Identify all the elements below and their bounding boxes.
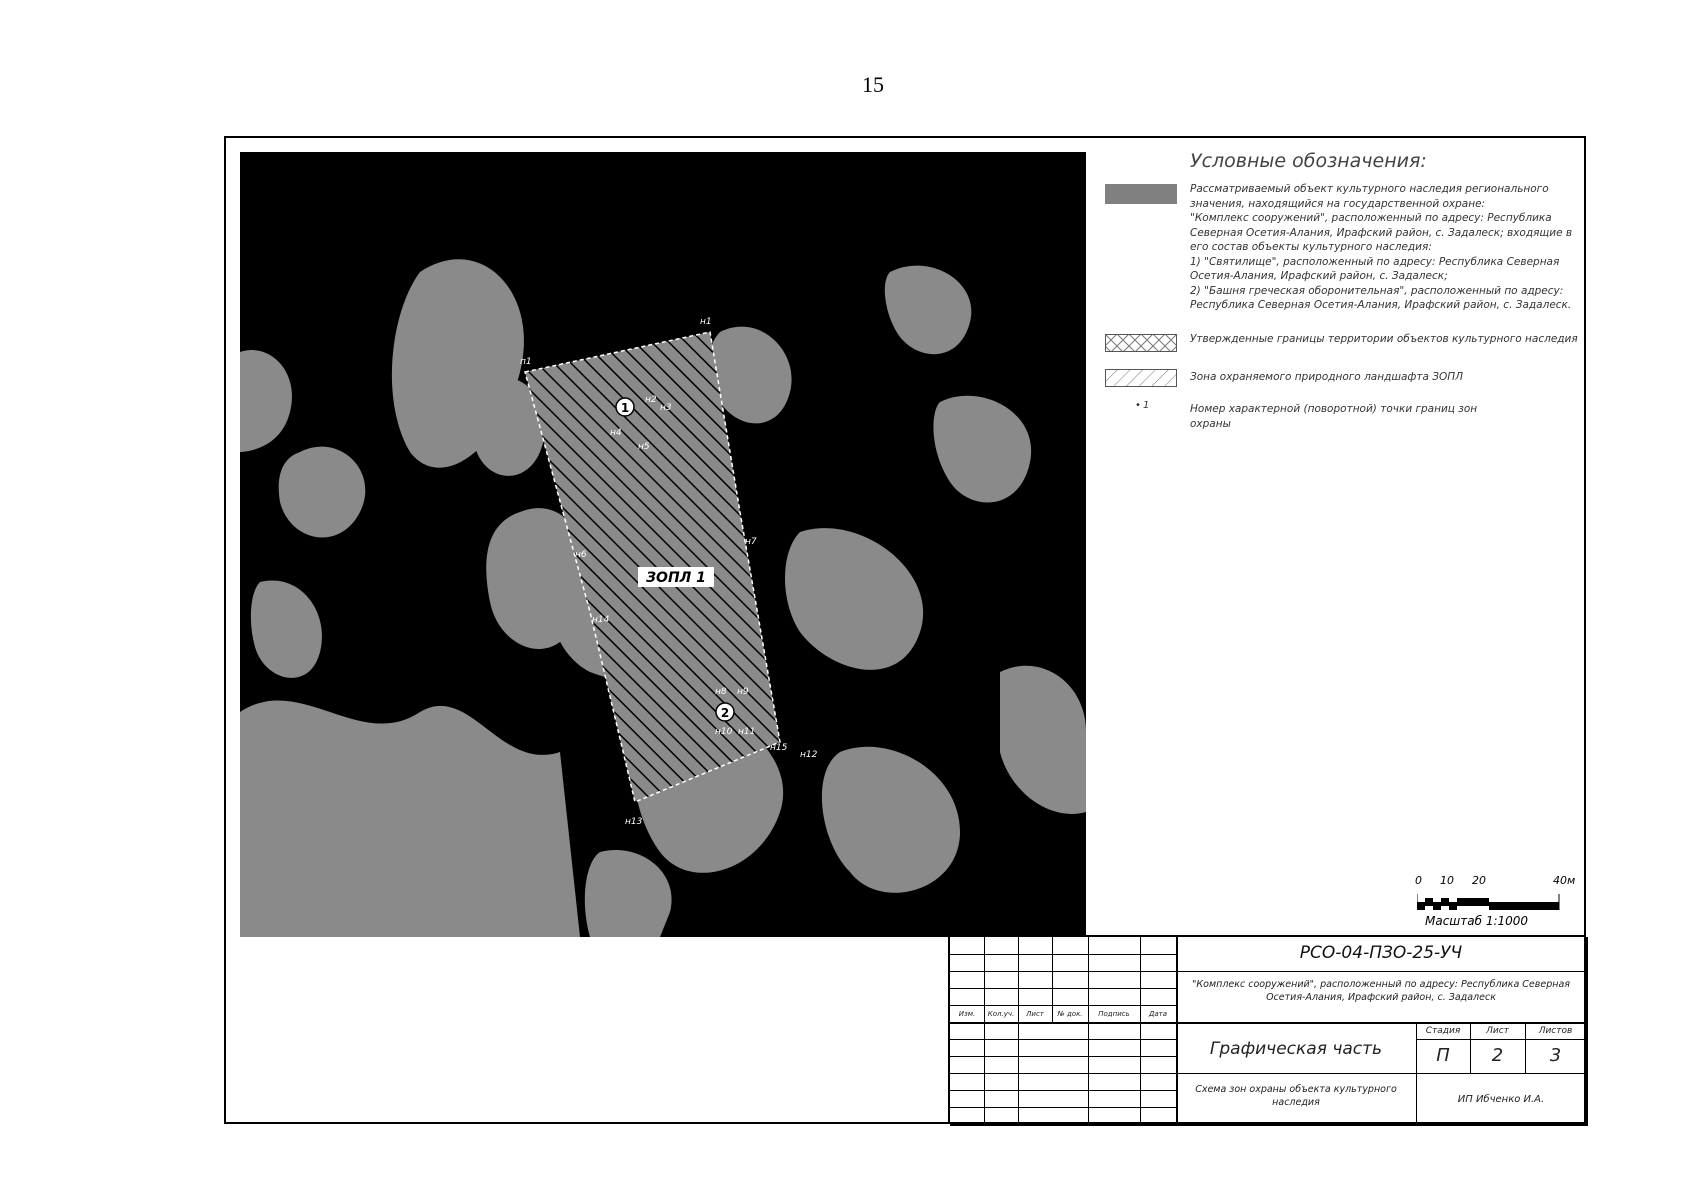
drawing-title: Схема зон охраны объекта культурного наследия [1195,1084,1397,1108]
point-label: н14 [592,615,610,625]
legend-line: Рассматриваемый объект культурного наследия регионального значения, находящийся на государственной охране: [1190,183,1549,210]
object-marker-1-label: 1 [620,401,630,415]
col-header: Изм. [958,1010,976,1018]
col-header: Дата [1148,1010,1168,1018]
col-header: Лист [1026,1010,1044,1018]
legend-line: Номер характерной (поворотной) точки границ зон охраны [1190,403,1478,430]
point-label: н9 [737,687,749,697]
point-marker-icon: • [1135,400,1141,411]
legend-item-zopl [1190,370,1580,385]
legend-title: Условные обозначения: [1190,150,1427,172]
page-number: 15 [862,72,884,97]
point-label: н8 [715,687,727,697]
sheets-value: 3 [1549,1045,1562,1066]
legend-line: Зона охраняемого природного ландшафта ЗОПЛ [1190,371,1464,383]
legend-point-number: 1 [1143,400,1150,411]
point-label: н7 [745,537,757,547]
legend-swatch-point [1105,400,1177,416]
sheets-label: Листов [1538,1026,1573,1036]
legend-line: 2) "Башня греческая оборонительная", расположенный по адресу: Республика Северная Осетия-Алания, Ирафский район, с. Задалеск. [1190,284,1572,311]
legend-swatch-object [1105,184,1177,204]
stage-value: П [1436,1045,1450,1066]
map-canvas [240,152,1086,937]
point-label: н1 [700,317,712,327]
sheet-label: Лист [1486,1026,1509,1036]
object-marker-2-label: 2 [720,706,730,720]
stage-label: Стадия [1425,1026,1461,1036]
point-label: н5 [638,442,650,452]
legend-item-point [1190,402,1480,431]
title-block [948,935,1586,1124]
legend-line: Утвержденные границы территории объектов культурного наследия [1190,333,1578,345]
point-label: н6 [575,550,587,560]
section-title: Графическая часть [1209,1039,1383,1059]
point-label: н10 [715,727,733,737]
zone-label: ЗОПЛ 1 [646,570,706,586]
point-label: н11 [738,727,756,737]
scale-tick: 40м [1553,874,1576,887]
point-label: н3 [660,403,672,413]
scale-graphic [1417,892,1567,912]
point-label: н13 [625,817,643,827]
organization: ИП Ибченко И.А. [1457,1094,1545,1105]
scale-tick: 0 [1415,874,1422,887]
scale-tick: 10 [1440,874,1454,887]
object-title: "Комплекс сооружений", расположенный по адресу: Республика Северная Осетия-Алания, Ирафский район, с. Задалеск [1192,979,1570,1003]
point-label: н4 [610,428,622,438]
point-label: п1 [520,357,532,367]
point-label: н15 [770,743,788,753]
scale-label: Масштаб 1:1000 [1425,914,1529,928]
point-label: н2 [645,395,657,405]
col-header: № док. [1057,1010,1083,1018]
drawing-code: РСО-04-ПЗО-25-УЧ [1299,943,1463,963]
col-header: Кол.уч. [987,1010,1015,1018]
legend-item-object [1190,182,1580,313]
scale-tick: 20 [1472,874,1486,887]
legend-item-boundaries [1190,332,1580,347]
scale-bar [1405,874,1585,934]
col-header: Подпись [1098,1010,1130,1018]
legend-line: 1) "Святилище", расположенный по адресу: Республика Северная Осетия-Алания, Ирафский район, с. Задалеск; [1190,255,1560,282]
sheet-value: 2 [1491,1045,1504,1066]
point-label: н12 [800,750,818,760]
map-view[interactable] [240,152,1086,937]
legend-swatch-crosshatch [1105,334,1177,352]
legend-line: "Комплекс сооружений", расположенный по адресу: Республика Северная Осетия-Алания, Ирафский район, с. Задалеск; входящие в его состав объекты культурного наследия: [1190,212,1573,253]
legend-swatch-diagonal [1105,369,1177,387]
